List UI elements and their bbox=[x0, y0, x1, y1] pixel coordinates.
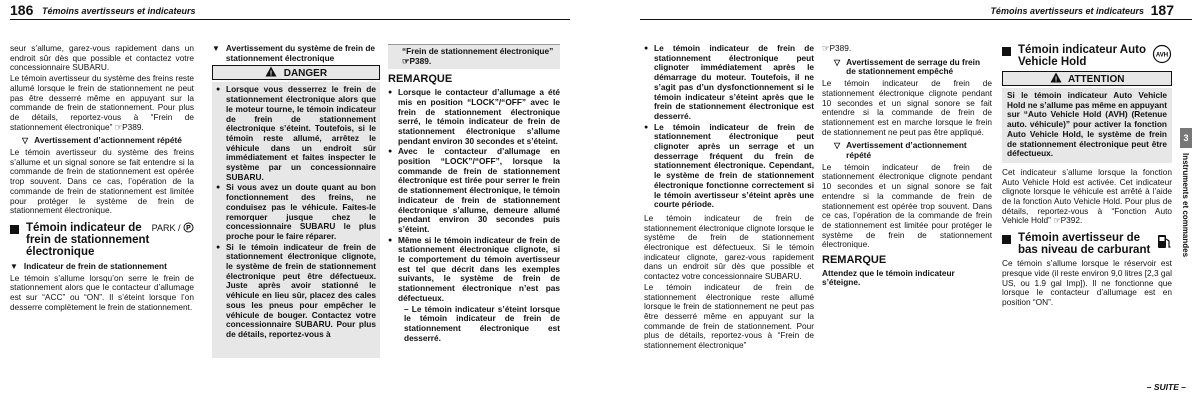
right-column-1 bbox=[644, 44, 814, 352]
right-header-title: Témoins avertisseurs et indicateurs bbox=[990, 6, 1144, 16]
subheading-text: Avertissement d’actionnement répété bbox=[846, 140, 967, 161]
attention-label: ATTENTION bbox=[1067, 74, 1125, 85]
subheading-epb-indicator bbox=[10, 262, 194, 272]
triangle-outline-icon: ▽ bbox=[834, 57, 841, 67]
paragraph: Le témoin indicateur de frein de stationnement électronique clignote lorsque le système de frein de stationnement électronique est défectueux. Si le témoin indicateur clignote, garez-vous rapidement dans un endroit sûr dès que possible et contactez votre concessionnaire SUBARU. bbox=[644, 212, 814, 282]
avh-icon-label: AVH bbox=[1155, 52, 1169, 59]
section-heading-low-fuel bbox=[1002, 232, 1172, 256]
danger-box-continued bbox=[388, 44, 560, 69]
right-page-number: 187 bbox=[1150, 2, 1174, 18]
subheading-text: Avertissement d’actionnement répété bbox=[34, 135, 182, 146]
subheading-repeat-warning bbox=[10, 136, 194, 146]
left-header-title: Témoins avertisseurs et indicateurs bbox=[42, 6, 196, 16]
list-item: ● Même si le témoin indicateur de frein de stationnement électronique clignote, si le comportement du témoin avertisseur est tel que décrit dans les exemples suivants, le système de frein de stationnement électronique n’est pas défectueux. bbox=[388, 236, 560, 304]
subheading-text: Indicateur de frein de stationnement bbox=[23, 260, 167, 271]
triangle-outline-icon: ▽ bbox=[22, 136, 29, 146]
triangle-down-icon: ▼ bbox=[10, 261, 18, 271]
paragraph: Le témoin indicateur de frein de stationnement électronique clignote pendant 10 secondes et un signal sonore se fait entendre si la commande de frein de stationnement est en marche lorsque le frein de stationnement ne peut pas être appliqué. bbox=[822, 78, 992, 137]
right-column-2 bbox=[822, 44, 992, 289]
attention-box bbox=[1002, 88, 1172, 163]
right-header-rule bbox=[640, 19, 1192, 20]
list-item: ● Le témoin indicateur de frein de stationnement électronique peut clignoter immédiatement après le démarrage du moteur. Toutefois, il ne s’agit pas d’un dysfonctionnement si le témoin indicateur s’éteint après que le frein de stationnement électronique est desserré. bbox=[644, 44, 814, 122]
list-item: ● Lorsque le contacteur d’allumage a été mis en position “LOCK”/“OFF” avec le frein de stationnement électronique serré, le témoin indicateur de frein de stationnement électronique s’allume pendant environ 30 secondes et s’éteint. bbox=[388, 88, 560, 146]
park-icon-label: PARK / bbox=[151, 222, 181, 233]
list-item: ● Si le témoin indicateur de frein de stationnement électronique clignote, le système de frein de stationnement électronique peut être défectueux. Juste après avoir stationné le véhicule en lieu sûr, placez des cales sous les pneus pour empêcher le véhicule de bouger. Contactez votre concessionnaire SUBARU. Pour plus de détails, reportez-vous à bbox=[216, 243, 376, 340]
paragraph: Le témoin indicateur de frein de stationnement électronique clignote pendant 10 secondes et un signal sonore se fait entendre si la commande de frein de stationnement est opérée trop souvent. Dans ce cas, l’opération de la commande de frein de stationnement est limitée pour protéger le système de frein de stationnement électronique. bbox=[822, 161, 992, 250]
notes-list bbox=[644, 44, 814, 210]
paragraph: Le témoin avertisseur du système des freins s’allume et un signal sonore se fait entendre si la commande de frein de stationnement est opérée trop souvent. Dans ce cas, l’opération de la commande de frein de stationnement est limitée pour protéger le système de frein de stationnement électronique. bbox=[10, 147, 194, 216]
paragraph: Cet indicateur s’allume lorsque la fonction Auto Vehicle Hold est activée. Cet indicateur clignote lorsque le véhicule est arrêté à l’aide de la fonction Auto Vehicle Hold. Pour plus de détails, reportez-vous à “Fonction Auto Vehicle Hold” ☞P392. bbox=[1002, 166, 1172, 226]
subheading-repeat-warning bbox=[822, 141, 992, 160]
list-item: ● Avec le contacteur d’allumage en position “LOCK”/“OFF”, lorsque la commande de frein de stationnement électronique est tirée pour serrer le frein de stationnement électronique, le témoin indicateur de frein de stationnement électronique s’allume, demeure allumé pendant environ 30 secondes puis s’éteint. bbox=[388, 147, 560, 234]
paragraph: ☞P389. bbox=[822, 43, 852, 53]
danger-box bbox=[212, 82, 380, 358]
subheading-text: Avertissement du système de frein de stationnement électronique bbox=[225, 43, 376, 63]
subheading-apply-prevented bbox=[822, 58, 992, 77]
subheading-text: Avertissement de serrage du frein de stationnement empêché bbox=[846, 56, 981, 77]
square-bullet-icon bbox=[10, 225, 19, 234]
continued-text: “Frein de stationnement électronique” ☞P389. bbox=[402, 46, 554, 66]
warning-triangle-icon bbox=[265, 66, 277, 77]
left-header bbox=[10, 2, 570, 28]
paragraph: Ce témoin s’allume lorsque le réservoir est presque vide (il reste environ 9,0 litres [2,3 gal US, ou 1.9 gal Imp]). Il ne fonctionne que lorsque le contacteur d’allumage est en position “ON”. bbox=[1002, 258, 1172, 307]
remark-text: Attendez que le témoin indicateur s’éteigne. bbox=[822, 267, 955, 288]
left-page-number: 186 bbox=[10, 2, 34, 18]
triangle-down-icon: ▼ bbox=[212, 44, 220, 53]
remark-list bbox=[388, 88, 560, 303]
danger-label: DANGER bbox=[283, 68, 328, 80]
danger-header bbox=[212, 65, 380, 80]
square-bullet-icon bbox=[1002, 235, 1011, 244]
paragraph: Le témoin avertisseur du système des freins reste allumé lorsque le frein de stationnement ne peut pas être desserré même en appuyant sur la commande de frein de stationnement. Pour plus de détails, reportez-vous à “Frein de stationnement électronique” ☞P389. bbox=[10, 73, 194, 132]
left-header-rule bbox=[10, 19, 570, 20]
section-heading-avh bbox=[1002, 44, 1172, 68]
danger-list bbox=[216, 85, 376, 339]
svg-text:P: P bbox=[186, 224, 191, 232]
paragraph: Le témoin s’allume lorsqu’on serre le frein de stationnement alors que le contacteur d’allumage est sur “ACC” ou “ON”. Il s’éteint lorsque l’on desserre complètement le frein de stationnement. bbox=[10, 272, 194, 312]
attention-text: Si le témoin indicateur Auto Vehicle Hold ne s’allume pas même en appuyant sur “Auto Vehicle Hold (AVH) (Retenue auto. véhicule)” pour activer la fonction Auto Vehicle Hold, le système de frein de stationnement électronique peut être défectueux. bbox=[1007, 90, 1167, 159]
section-heading-epb-indicator bbox=[10, 222, 194, 258]
list-item: ● Si vous avez un doute quant au bon fonctionnement des freins, ne conduisez pas le véhicule. Faites-le remorquer jusque chez le concessionnaire SUBARU le plus proche pour le faire réparer. bbox=[216, 183, 376, 241]
paragraph: Le témoin indicateur de frein de stationnement électronique reste allumé lorsque le frein de stationnement ne peut pas être desserré même en appuyant sur la commande de frein de stationnement. Pour plus de détails, reportez-vous à “Frein de stationnement électronique” bbox=[644, 281, 814, 351]
left-column-1 bbox=[10, 44, 194, 313]
dash-item: – Le témoin indicateur s’éteint lorsque le témoin indicateur de frein de stationnement électronique est desserré. bbox=[404, 303, 560, 343]
chapter-tab-label: Instruments et commandes bbox=[1181, 153, 1190, 258]
fuel-pump-icon bbox=[1156, 232, 1172, 250]
svg-text:!: ! bbox=[1054, 76, 1057, 83]
triangle-outline-icon: ▽ bbox=[834, 141, 841, 151]
list-item: ● Lorsque vous desserrez le frein de stationnement électronique alors que le moteur tourne, le témoin indicateur de frein de stationnement électronique s’éteint. Toutefois, si le témoin reste allumé, arrêtez le véhicule dans un endroit sûr immédiatement et faites inspecter le système par un concessionnaire SUBARU. bbox=[216, 85, 376, 182]
right-page bbox=[640, 0, 1192, 402]
warning-triangle-icon bbox=[1050, 72, 1062, 83]
remark-title: REMARQUE bbox=[822, 254, 887, 267]
section-title: Témoin indicateur Auto Vehicle Hold bbox=[1018, 44, 1146, 68]
right-header bbox=[640, 2, 1192, 28]
avh-indicator-icon bbox=[1152, 44, 1172, 64]
chapter-tab: 3 bbox=[1180, 128, 1192, 148]
svg-text:!: ! bbox=[269, 70, 273, 78]
subheading-epb-warning bbox=[212, 44, 380, 63]
paragraph: seur s’allume, garez-vous rapidement dans un endroit sûr dès que possible et contactez votre concessionnaire SUBARU. bbox=[10, 43, 194, 73]
section-title: Témoin avertisseur de bas niveau de carburant bbox=[1018, 232, 1151, 257]
square-bullet-icon bbox=[1002, 47, 1011, 56]
left-column-2 bbox=[212, 44, 380, 358]
continued-footer: – SUITE – bbox=[1146, 382, 1186, 392]
park-indicator-icon bbox=[152, 222, 194, 234]
epb-circle-icon bbox=[183, 222, 194, 233]
left-column-3 bbox=[388, 44, 560, 344]
left-page bbox=[10, 0, 570, 402]
section-title: Témoin indicateur de frein de stationnement électronique bbox=[26, 221, 150, 258]
remark-title: REMARQUE bbox=[388, 73, 453, 86]
list-item: ● Le témoin indicateur de frein de stationnement électronique peut clignoter après un serrage et un desserrage fréquent du frein de stationnement électronique. Cependant, le système de frein de stationnement électronique fonctionne correctement si le témoin avertisseur s’éteint après une courte période. bbox=[644, 123, 814, 210]
right-column-3 bbox=[1002, 44, 1172, 309]
attention-header bbox=[1002, 71, 1172, 86]
